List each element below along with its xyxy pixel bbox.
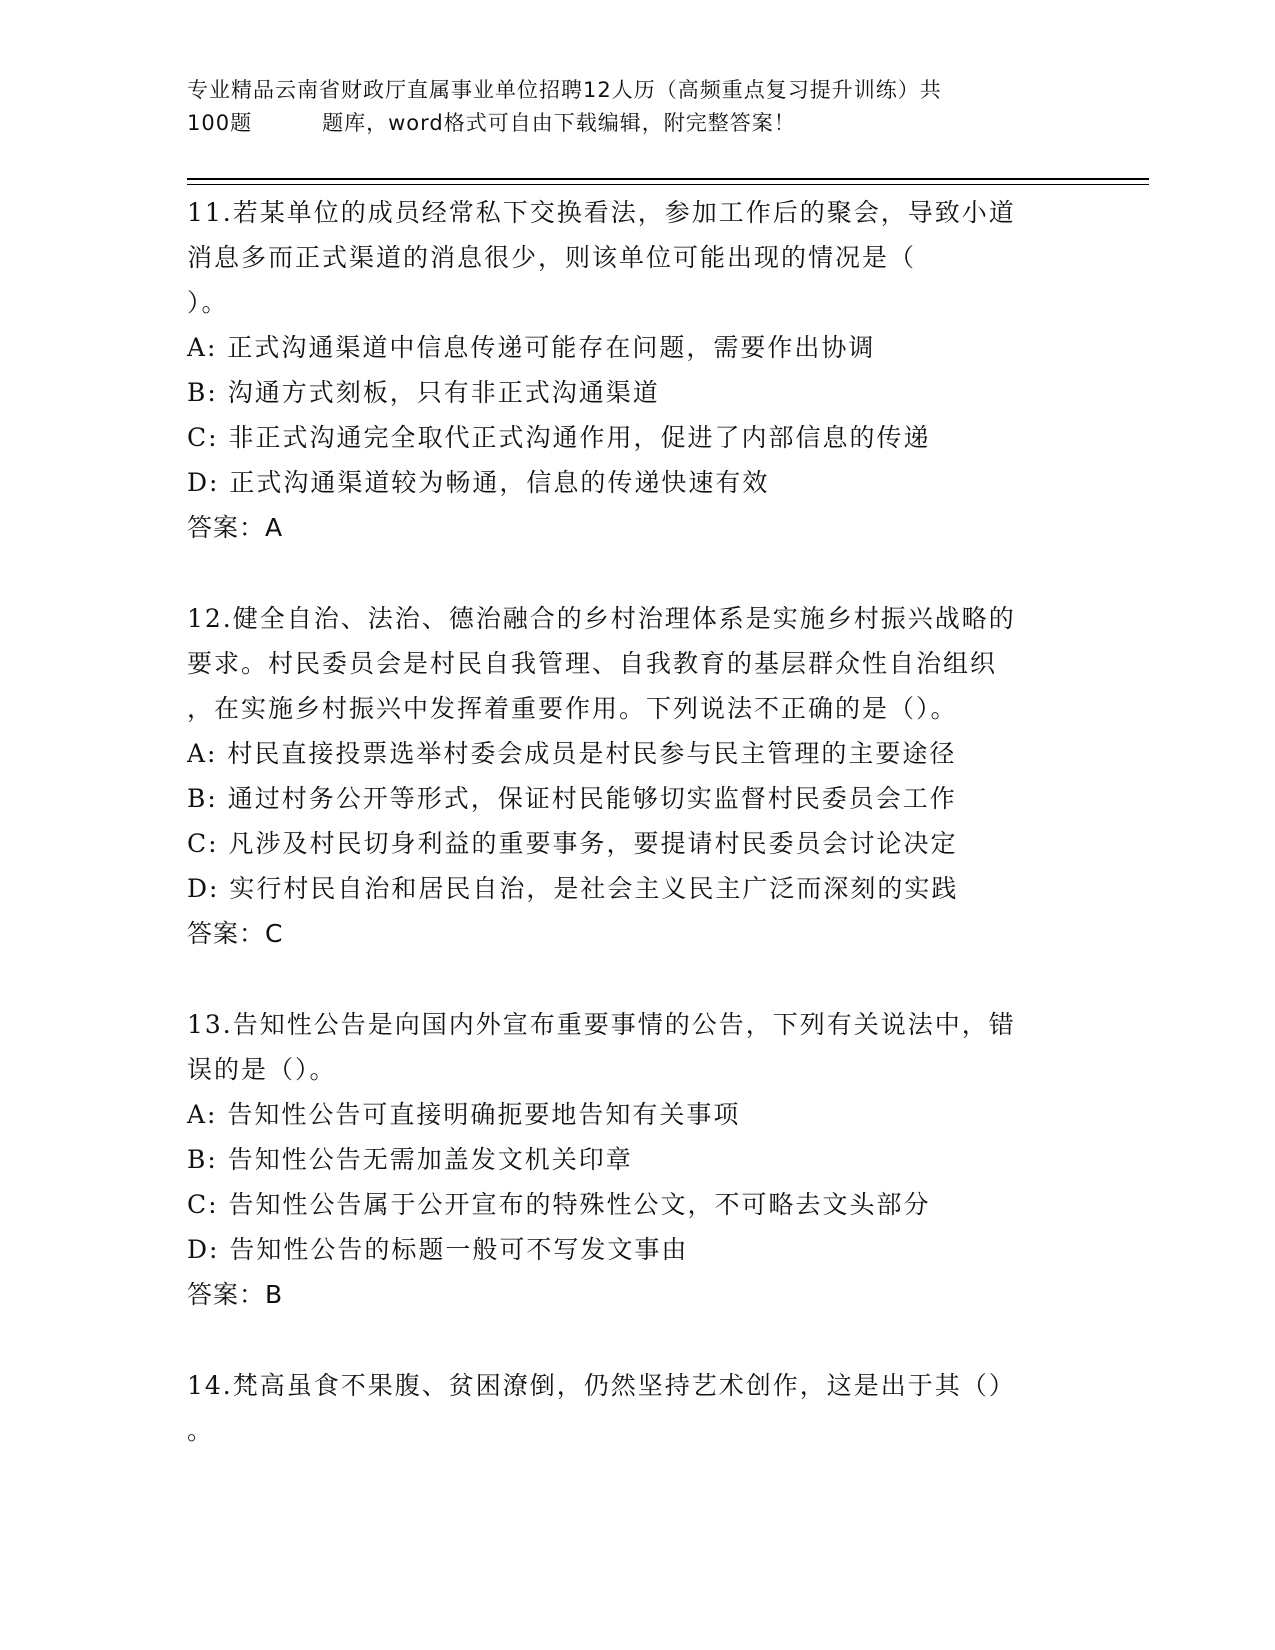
question-stem <box>187 190 1087 325</box>
answer-line: 答案：B <box>187 1280 284 1309</box>
question-stem-line: 14.梵高虽食不果腹、贫困潦倒，仍然坚持艺术创作，这是出于其（） <box>187 1371 1016 1400</box>
option-d: D: 告知性公告的标题一般可不写发文事由 <box>187 1235 689 1264</box>
question-block-11 <box>187 190 1087 550</box>
question-list <box>187 190 1087 1499</box>
header-divider-thin <box>187 184 1149 185</box>
question-stem <box>187 1002 1087 1092</box>
option-c: C: 非正式沟通完全取代正式沟通作用，促进了内部信息的传递 <box>187 423 931 452</box>
question-stem <box>187 596 1087 731</box>
question-block-13 <box>187 1002 1087 1317</box>
option-b: B: 沟通方式刻板，只有非正式沟通渠道 <box>187 378 660 407</box>
question-block-14 <box>187 1363 1087 1453</box>
question-stem-line: ，在实施乡村振兴中发挥着重要作用。下列说法不正确的是（）。 <box>187 694 958 723</box>
option-a: A: 村民直接投票选举村委会成员是村民参与民主管理的主要途径 <box>187 739 957 768</box>
option-d: D: 实行村民自治和居民自治，是社会主义民主广泛而深刻的实践 <box>187 874 959 903</box>
question-stem-line: 误的是（）。 <box>187 1055 337 1084</box>
option-c: C: 凡涉及村民切身利益的重要事务，要提请村民委员会讨论决定 <box>187 829 958 858</box>
question-stem-line: 13.告知性公告是向国内外宣布重要事情的公告，下列有关说法中，错 <box>187 1010 1016 1039</box>
question-stem-line: 消息多而正式渠道的消息很少，则该单位可能出现的情况是（ <box>187 243 917 272</box>
answer-line: 答案：C <box>187 919 284 948</box>
header-title-line-2 <box>187 107 1067 140</box>
header-title-tail: 题库，word格式可自由下载编辑，附完整答案！ <box>322 111 796 135</box>
option-b: B: 通过村务公开等形式，保证村民能够切实监督村民委员会工作 <box>187 784 957 813</box>
question-block-12 <box>187 596 1087 956</box>
question-stem-line: 11.若某单位的成员经常私下交换看法，参加工作后的聚会，导致小道 <box>187 198 1016 227</box>
document-header <box>187 74 1067 140</box>
question-stem-line: ）。 <box>187 288 229 317</box>
option-c: C: 告知性公告属于公开宣布的特殊性公文，不可略去文头部分 <box>187 1190 931 1219</box>
header-title-line-1: 专业精品云南省财政厅直属事业单位招聘12人历（高频重点复习提升训练）共 <box>187 78 942 102</box>
option-a: A: 正式沟通渠道中信息传递可能存在问题，需要作出协调 <box>187 333 876 362</box>
question-stem-line: 12.健全自治、法治、德治融合的乡村治理体系是实施乡村振兴战略的 <box>187 604 1016 633</box>
question-stem <box>187 1363 1087 1453</box>
header-divider-thick <box>187 178 1149 180</box>
question-stem-line: 。 <box>187 1416 215 1445</box>
question-stem-line: 要求。村民委员会是村民自我管理、自我教育的基层群众性自治组织 <box>187 649 998 678</box>
answer-line: 答案：A <box>187 513 284 542</box>
header-question-count: 100题 <box>187 111 253 135</box>
option-a: A: 告知性公告可直接明确扼要地告知有关事项 <box>187 1100 741 1129</box>
option-b: B: 告知性公告无需加盖发文机关印章 <box>187 1145 633 1174</box>
option-d: D: 正式沟通渠道较为畅通，信息的传递快速有效 <box>187 468 770 497</box>
